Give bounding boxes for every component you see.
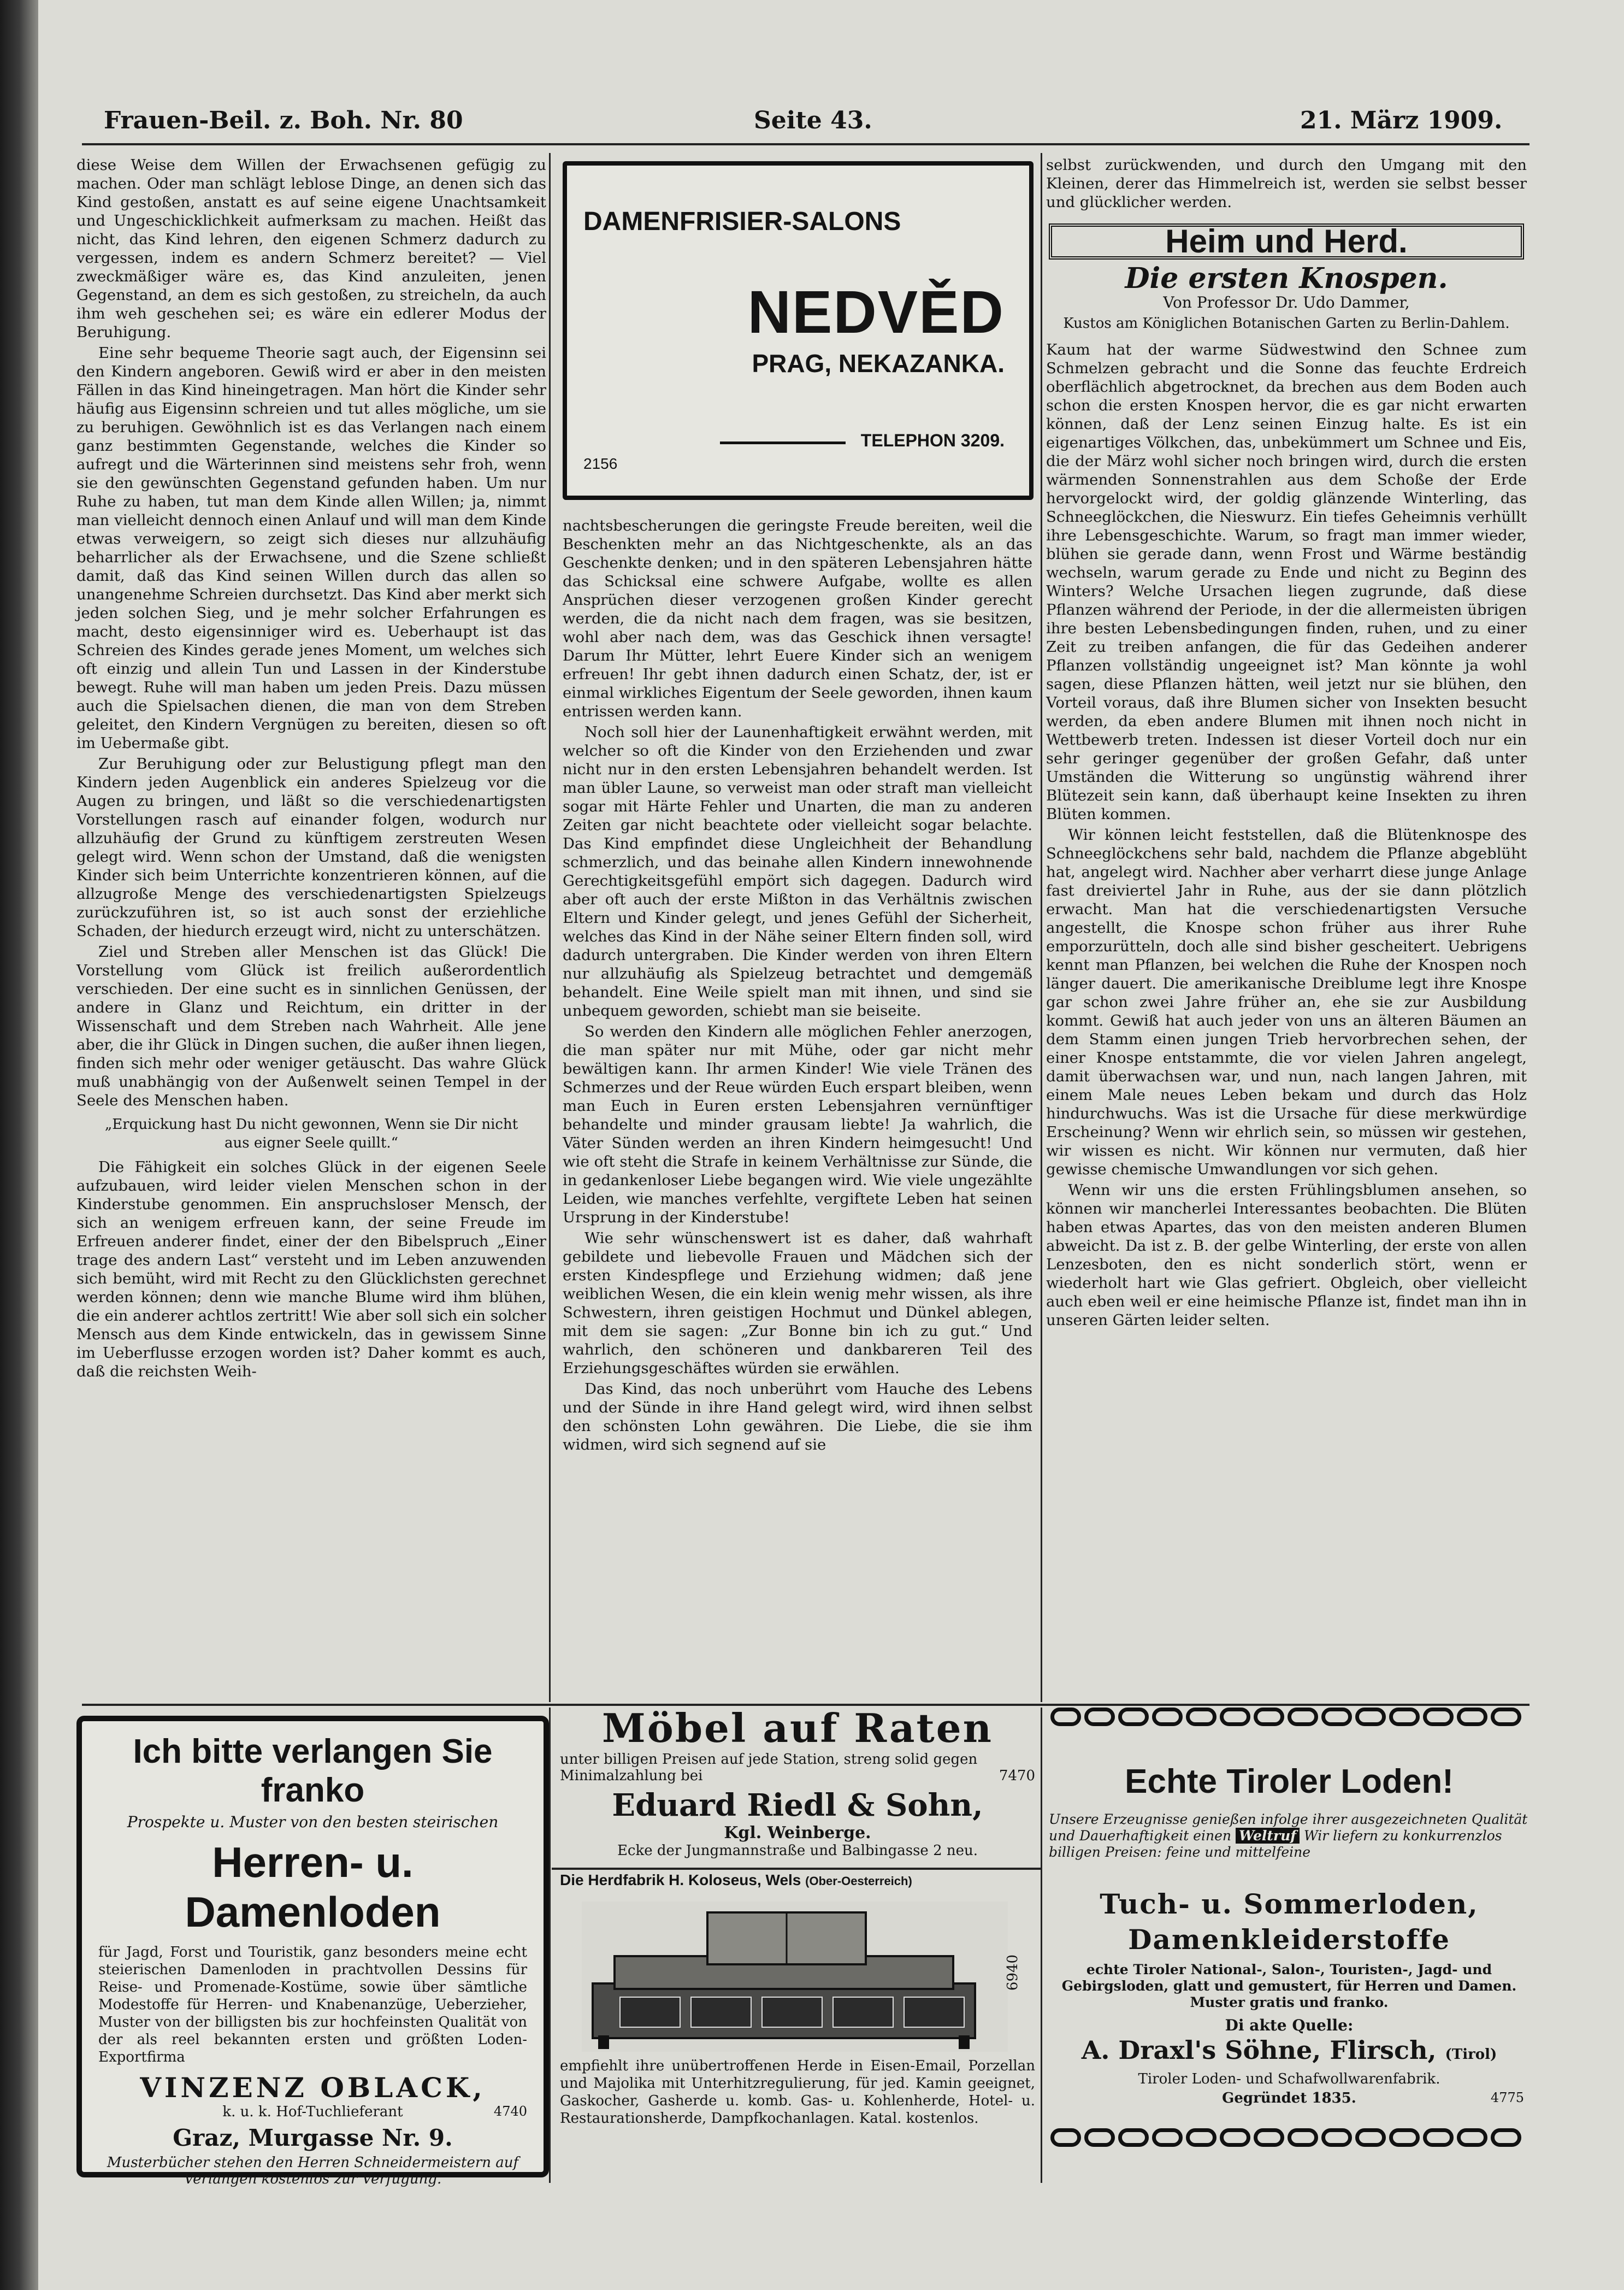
article-author: Von Professor Dr. Udo Dammer, [1163,293,1410,311]
ad-oblack-product: Herren- u. Damenloden [185,1838,441,1936]
ad-herd-region: (Ober-Oesterreich) [805,1874,912,1888]
ad-oblack-title: k. u. k. Hof-Tuchlieferant [222,2104,403,2120]
ad-herdfabrik-koloseus [560,1871,1035,2180]
paragraph: So werden den Kindern alle möglichen Fehler anerzogen, die man später nur mit Mühe, oder gar nicht mehr bewältigen kann. Ihr armen Kinder! Wie viele Tränen des Schmerzes und der Reue würden Euch erspart bleiben, wenn man Euch in Euren ersten Lebensjahren vernünftiger behandelte und minder grausam liebte! Ja wahrlich, die Väter Sünden werden an ihren Kindern heimgesucht! Und wie oft steht die Strafe in keinem Verhältnisse zur Sünde, die in gedankenloser Liebe begangen wird. Wie viele ungezählte Leiden, wie manches verfehlte, vergiftete Leben hat seinen Ursprung in der Kinderstube! [563,1023,1032,1226]
header-date: 21. März 1909. [1300,107,1503,134]
paragraph: selbst zurückwenden, und durch den Umgang mit den Kleinen, derer das Himmelreich ist, werden sie selbst besser und glücklicher werden. [1046,156,1527,211]
ad-moebel-riedl [560,1705,1035,1866]
ad-herd-ref: 6940 [1004,1954,1021,1991]
column-rule-1 [549,153,551,1702]
ad-salon-phone-rule [720,441,846,444]
paragraph: Wenn wir uns die ersten Frühlingsblumen ansehen, so können wir mancherlei Interessantes beobachten. Die Blüten haben etwas Apartes, das von den meisten anderen Blumen abweicht. Da ist z. B. der gelbe Winterling, der erste von allen Lenzesboten, den es nicht sonderlich stört, wenn er wiederholt hart wie Glas gefriert. Obgleich, ober vielleicht auch eben weil er eine heimische Pflanze ist, findet man ihn in unseren Gärten leider selten. [1046,1181,1527,1329]
ad-herd-body: empfiehlt ihre unübertroffenen Herde in Eisen-Email, Porzellan und Majolika mit Unterhitzregulierung, für jed. Kamin geeignet, Gaskocher, Gasherde u. komb. Gas- u. Kohlenherde, Hotel- u. Restaurationsherde, Dampfkochanlagen. Katal. kostenlos. [560,2058,1035,2127]
ad-herd-title: Die Herdfabrik H. Koloseus, Wels [560,1871,801,1888]
ad-moebel-address: Ecke der Jungmannstraße und Balbingasse 2 neu. [617,1842,978,1859]
ad-moebel-place: Kgl. Weinberge. [724,1823,871,1842]
paragraph: diese Weise dem Willen der Erwachsenen gefügig zu machen. Oder man schlägt leblose Dinge, an denen sich das Kind gestoßen, anstatt es auf seine eigene Unachtsamkeit und Ungeschicklichkeit aufmerksam zu machen. Heißt das nicht, das Kind lehren, den eigenen Schmerz dadurch zu vergessen, indem es andern Schmerz bereitet? — Viel zweckmäßiger wäre es, das Kind anzuleiten, jenen Gegenstand, an dem es sich gestoßen, zu streicheln, da auch ihm weh geschehen sei; es wäre ein edlerer Modus der Beruhigung. [76,156,546,341]
ad-tiroler-big1: Tuch- u. Sommerloden, [1100,1888,1479,1920]
paragraph: Wir können leicht feststellen, daß die Blütenknospe des Schneeglöckchens sehr bald, nachdem die Pflanze abgeblüht hat, angelegt wird. Nachher aber verharrt diese junge Anlage fast dreiviertel Jahr in Ruhe, aus der sie dann plötzlich erwacht. Man hat die verschiedenartigsten Versuche angestellt, die Knospe schon früher aus ihrer Ruhe emporzurütteln, doch alle sind bisher gescheitert. Uebrigens kennt man Pflanzen, bei welchen die Ruhe der Knospen noch länger dauert. Die amerikanische Dreiblume legt ihre Knospe gar schon zwei Jahre früher an, ehe sie zur Ausbildung kommt. Gewiß hat auch jeder von uns an älteren Bäumen an dem Stamm einen jungen Trieb hervorbrechen sehen, der einer Knospe entstammte, die vor vielen Jahren angelegt, damit überwachsen war, und nun, nach langen Jahren, mit einem Male neues Leben bekam und durch das Holz hindurchwuchs. Was ist die Ursache für diese merkwürdige Erscheinung? Wenn wir ehrlich sein, so müssen wir gestehen, wir wissen es nicht. Wir können nur vermuten, daß hier gewisse chemische Umwandlungen vor sich gehen. [1046,826,1527,1178]
ad-tiroler-ref: 4775 [1490,2090,1524,2105]
ad-tiroler-text3: echte Tiroler National-, Salon-, Touristen-, Jagd- und Gebirgsloden, glatt und gemustert, für Herren und Damen. Muster gratis und franko. [1061,1962,1517,2010]
stove-illustration [582,1902,1008,2052]
article-column-3 [1046,156,1527,1699]
header-page-number: Seite 43. [754,107,872,134]
ad-tiroler-big2: Damenkleiderstoffe [1128,1923,1450,1956]
ad-oblack-headline: Ich bitte verlangen Sie franko [133,1733,493,1809]
ad-tiroler-region: (Tirol) [1445,2046,1497,2063]
ad-damenfrisier-salon [563,161,1034,500]
paragraph: Noch soll hier der Launenhaftigkeit erwähnt werden, mit welcher so oft die Kinder von den Erziehenden und zwar nicht nur in den ersten Lebensjahren behandelt werden. Ist man übler Laune, so verweist man oder straft man vielleicht sogar mit Härte Fehler und Unarten, die man zu anderen Zeiten gar nicht beachtete oder vielleicht sogar belachte. Das Kind empfindet diese Ungleichheit der Behandlung schmerzlich, und das beinahe allen Kindern innewohnende Gerechtigkeitsgefühl empört sich dagegen. Dadurch wird aber oft auch der erste Mißton in das Verhältnis zwischen Eltern und Kinder gelegt, und jenes Gefühl der Sicherheit, welches das Kind in der Nähe seiner Eltern finden soll, wird dadurch untergraben. Die Kinder werden von ihren Eltern nur allzuhäufig als Spielzeug betrachtet und demgemäß behandelt. Eine Weile spielt man mit ihnen, und sind sie unbequem geworden, schiebt man sie beiseite. [563,723,1032,1020]
paragraph: Ziel und Streben aller Menschen ist das Glück! Die Vorstellung vom Glück ist freilich außerordentlich verschieden. Der eine sucht es in sinnlichen Genüssen, der andere in Glanz und Reichtum, ein dritter in der Wissenschaft und dem Streben nach Wahrheit. Alle jene aber, die ihr Glück in Dingen suchen, die außer ihnen liegen, finden sich mehr oder weniger getäuscht. Das wahre Glück muß unabhängig von der Außenwelt seinen Tempel in der Seele des Menschen haben. [76,943,546,1109]
ad-salon-address: PRAG, NEKAZANKA. [752,349,1005,378]
ad-moebel-firm: Eduard Riedl & Sohn, [612,1787,983,1823]
header-left: Frauen-Beil. z. Boh. Nr. 80 [104,107,463,134]
ad-tiroler-title: Echte Tiroler Loden! [1125,1763,1454,1800]
ad-oblack-body: für Jagd, Forst und Touristik, ganz besonders meine echt steierischen Damenloden in prachtvollen Dessins für Reise- und Promenade-Kostüme, sowie über sämtliche Modestoffe für Herren- und Knabenanzüge, Ueberzieher, Muster von der billigsten bis zur hochfeinsten Qualität von der als reel bekannten ersten und größten Loden-Exportfirma [98,1944,527,2065]
ad-tiroler-source: Di akte Quelle: [1225,2016,1354,2034]
ad-moebel-title: Möbel auf Raten [602,1705,993,1751]
ad-tiroler-text1: Unsere Erzeugnisse genießen infolge ihrer ausgezeichneten Qualität und Dauerhaftigkeit einen [1049,1811,1528,1844]
ad-rule-moebel-herd [552,1868,1041,1870]
paragraph: Wie sehr wünschenswert ist es daher, daß wahrhaft gebildete und liebevolle Frauen und Mädchen sich der ersten Kindespflege und Erziehung widmen; daß jene weiblichen Wesen, die ein klein wenig mehr wissen, als ihre Schwestern, ihren geistigen Hochmut und Dünkel ablegen, mit dem sie sagen: „Zur Bonne bin ich zu gut.“ Und wahrlich, den schöneren und dankbareren Teil des Erziehungsgeschäftes würden sie erwählen. [563,1229,1032,1377]
ads-rule-2 [1041,1708,1042,2183]
ad-salon-phone: TELEPHON 3209. [860,431,1005,450]
paragraph: Kaum hat der warme Südwestwind den Schnee zum Schmelzen gebracht und die Sonne das feuchte Erdreich oberflächlich abgetrocknet, da brechen aus dem Boden auch schon die ersten Knospen hervor, die es gar nicht erwarten können, daß der Lenz seinen Einzug halte. Es ist ein eigenartiges Völkchen, das, unbekümmert um Schnee und Eis, die der März wohl sicher noch bringen wird, durch die ersten wärmenden Sonnenstrahlen aus dem Schoße der Erde hervorgelockt wird, der goldig glänzende Winterling, das Schneeglöckchen, die Nieswurz. Ein tiefes Geheimnis verhüllt ihre Lebensgeschichte. Warum, so fragt man immer wieder, blühen sie gerade dann, wenn Frost und Wärme beständig wechseln, warum gerade zu Ende und nicht zu Beginn des Winters? Welche Ursachen liegen zugrunde, daß diese Pflanzen während der Periode, in der die allermeisten übrigen ihre besten Lebensbedingungen finden, ruhen, und zu einer Zeit zu treiben anfangen, die für das Gedeihen anderer Pflanzen vollständig ungeeignet ist? Man könnte ja wohl sagen, diese Pflanzen hätten, weil jetzt nur sie blühen, den Vorteil voraus, daß ihre Blumen sicher von Insekten besucht werden, da eben andere Blumen mit ihnen noch nicht in Wettbewerb treten. Indessen ist dieser Vorteil doch nur ein sehr geringer gegenüber der großen Gefahr, daß unter Umständen die Witterung so ungünstig während ihrer Blütezeit sein kann, daß überhaupt keine Insekten zu ihren Blüten kommen. [1046,341,1527,823]
ad-vinzenz-oblack [76,1716,549,2187]
header-rule [82,143,1529,145]
ad-salon-ref: 2156 [583,455,618,472]
article-column-2 [563,516,1032,1699]
paragraph: nachtsbescherungen die geringste Freude bereiten, weil die Beschenkten mehr an das Nichtgeschenkte, als an das Geschenkte denken; und in den späteren Lebensjahren hätte das Schicksal eine schwere Aufgabe, wollte es allen Ansprüchen dieser verzogenen großen Kinder gerecht werden, die da nicht nach dem fragen, was sie besitzen, wohl aber nach dem, was das Geschick ihnen versagte! Darum Ihr Mütter, lehrt Euere Kinder sich an wenigem erfreuen! Ihr gebt ihnen dadurch einen Schatz, der, ist er einmal wirkliches Eigentum der Seele geworden, ihnen kaum entrissen werden kann. [563,517,1032,720]
ad-oblack-address: Graz, Murgasse Nr. 9. [173,2124,453,2151]
paragraph: Das Kind, das noch unberührt vom Hauche des Lebens und der Sünde in ihre Hand gelegt wird, wird ihnen selbst den schönsten Lohn gewähren. Die Liebe, die sie ihm widmen, wird sich segnend auf sie [563,1380,1032,1453]
ad-salon-title: DAMENFRISIER-SALONS [583,207,901,236]
ad-tiroler-text2: Wir liefern zu konkurrenzlos billigen Preisen: feine und mittelfeine [1049,1828,1502,1860]
ad-moebel-ref: 7470 [999,1768,1035,1784]
article-affiliation: Kustos am Königlichen Botanischen Garten zu Berlin-Dahlem. [1063,315,1510,332]
ad-moebel-line: unter billigen Preisen auf jede Station, streng solid gegen Minimalzahlung bei [560,1751,978,1784]
ad-tiroler-founded: Gegründet 1835. [1222,2090,1356,2106]
ad-salon-name: NEDVĚD [747,279,1005,346]
column-rule-2 [1041,153,1042,1702]
ad-oblack-firm: VINZENZ OBLACK, [140,2071,486,2104]
ad-tiroler-weltruf: Weltruf [1236,1828,1300,1844]
section-heading-box: Heim und Herd. [1049,223,1524,260]
poem-quote: „Erquickung hast Du nicht gewonnen, Wenn sie Dir nicht aus eigner Seele quillt.“ [104,1116,518,1151]
decorative-chain-bottom [1049,2128,1529,2154]
paragraph: Die Fähigkeit ein solches Glück in der eigenen Seele aufzubauen, wird leider vielen Menschen schon in der Kinderstube genommen. Ein anspruchsloser Mensch, der sich an wenigem erfreuen kann, der seine Freude im Erfreuen anderer findet, einer der den Bibelspruch „Einer trage des andern Last“ versteht und im Leben anzuwenden sich bemüht, wird mit Recht zu den Glücklichsten gerechnet werden können; denn wie manche Blume wird ihm blühen, die ein anderer achtlos zertritt! Wie aber soll sich ein solcher Mensch aus dem Kinde entwickeln, das in gewissem Sinne im Ueberflusse erzogen worden ist? Daher kommt es auch, daß die reichsten Weih- [76,1158,546,1380]
scan-binding-shadow [0,0,38,2290]
ad-oblack-ref: 4740 [493,2104,527,2119]
ad-tiroler-loden [1049,1708,1529,2183]
paragraph: Zur Beruhigung oder zur Belustigung pflegt man den Kindern jeden Augenblick ein anderes Spielzeug vor die Augen zu bringen, und läßt so die verschiedenartigsten Vorstellungen rasch auf einander folgen, wodurch nur allzuhäufig der Grund zu künftigem zerstreuten Wesen gelegt wird. Wenn schon der Umstand, daß die wenigsten Kinder sich beim Unterrichte konzentrieren können, auf die allzugroße Menge des verschiedenartigsten Spielzeugs zurückzuführen ist, so ist auch sonst der erziehliche Schaden, der hiedurch erzeugt wird, nicht zu unterschätzen. [76,755,546,940]
decorative-chain-top [1049,1708,1529,1734]
ad-oblack-footer: Musterbücher stehen den Herren Schneidermeistern auf Verlangen kostenlos zur Verfügung. [107,2154,519,2187]
ad-oblack-subline: Prospekte u. Muster von den besten steirischen [127,1813,499,1831]
paragraph: Eine sehr bequeme Theorie sagt auch, der Eigensinn sei den Kindern angeboren. Gewiß wird er aber in den meisten Fällen in das Kind hineingetragen. Man hört die Kinder sehr häufig aus Eigensinn schreien und tut alles mögliche, um sie zu beruhigen. Gewöhnlich ist es das Verlangen nach einem ganz bestimmten Gegenstande, welches die Kinder so aufregt und die Wärterinnen sind meistens sehr froh, wenn sie den gewünschten Gegenstand gefunden haben. Um nur Ruhe zu haben, tut man dem Kinde allen Willen; ja, nimmt man vielleicht dennoch einen Anlauf und will man dem Kinde etwas verweigern, so zeigt sich dieses nur allzuhäufig beharrlicher als der Erwachsene, und die Szene schließt damit, daß das Kind seinen Willen durch das allen so unangenehme Schreien durchsetzt. Das Kind aber merkt sich jeden solchen Sieg, und je mehr solcher Erfahrungen es macht, desto eigensinniger wird es. Ueberhaupt ist das Schreien des Kindes gerade jenes Moment, um welches sich oft einzig und allein Tun und Lassen in der Kinderstube bewegt. Ruhe will man haben um jeden Preis. Dazu müssen auch die Spielsachen dienen, die man von dem Streben geleitet, den Kindern Vergnügen zu bereiten, diesen so oft im Uebermaße gibt. [76,344,546,752]
article-column-1 [76,156,546,1699]
ad-tiroler-firm: A. Draxl's Söhne, Flirsch, [1081,2035,1437,2065]
ads-rule-1 [549,1708,551,2183]
ad-tiroler-sub: Tiroler Loden- und Schafwollwarenfabrik. [1138,2071,1440,2087]
article-title: Die ersten Knospen. [1125,262,1448,295]
